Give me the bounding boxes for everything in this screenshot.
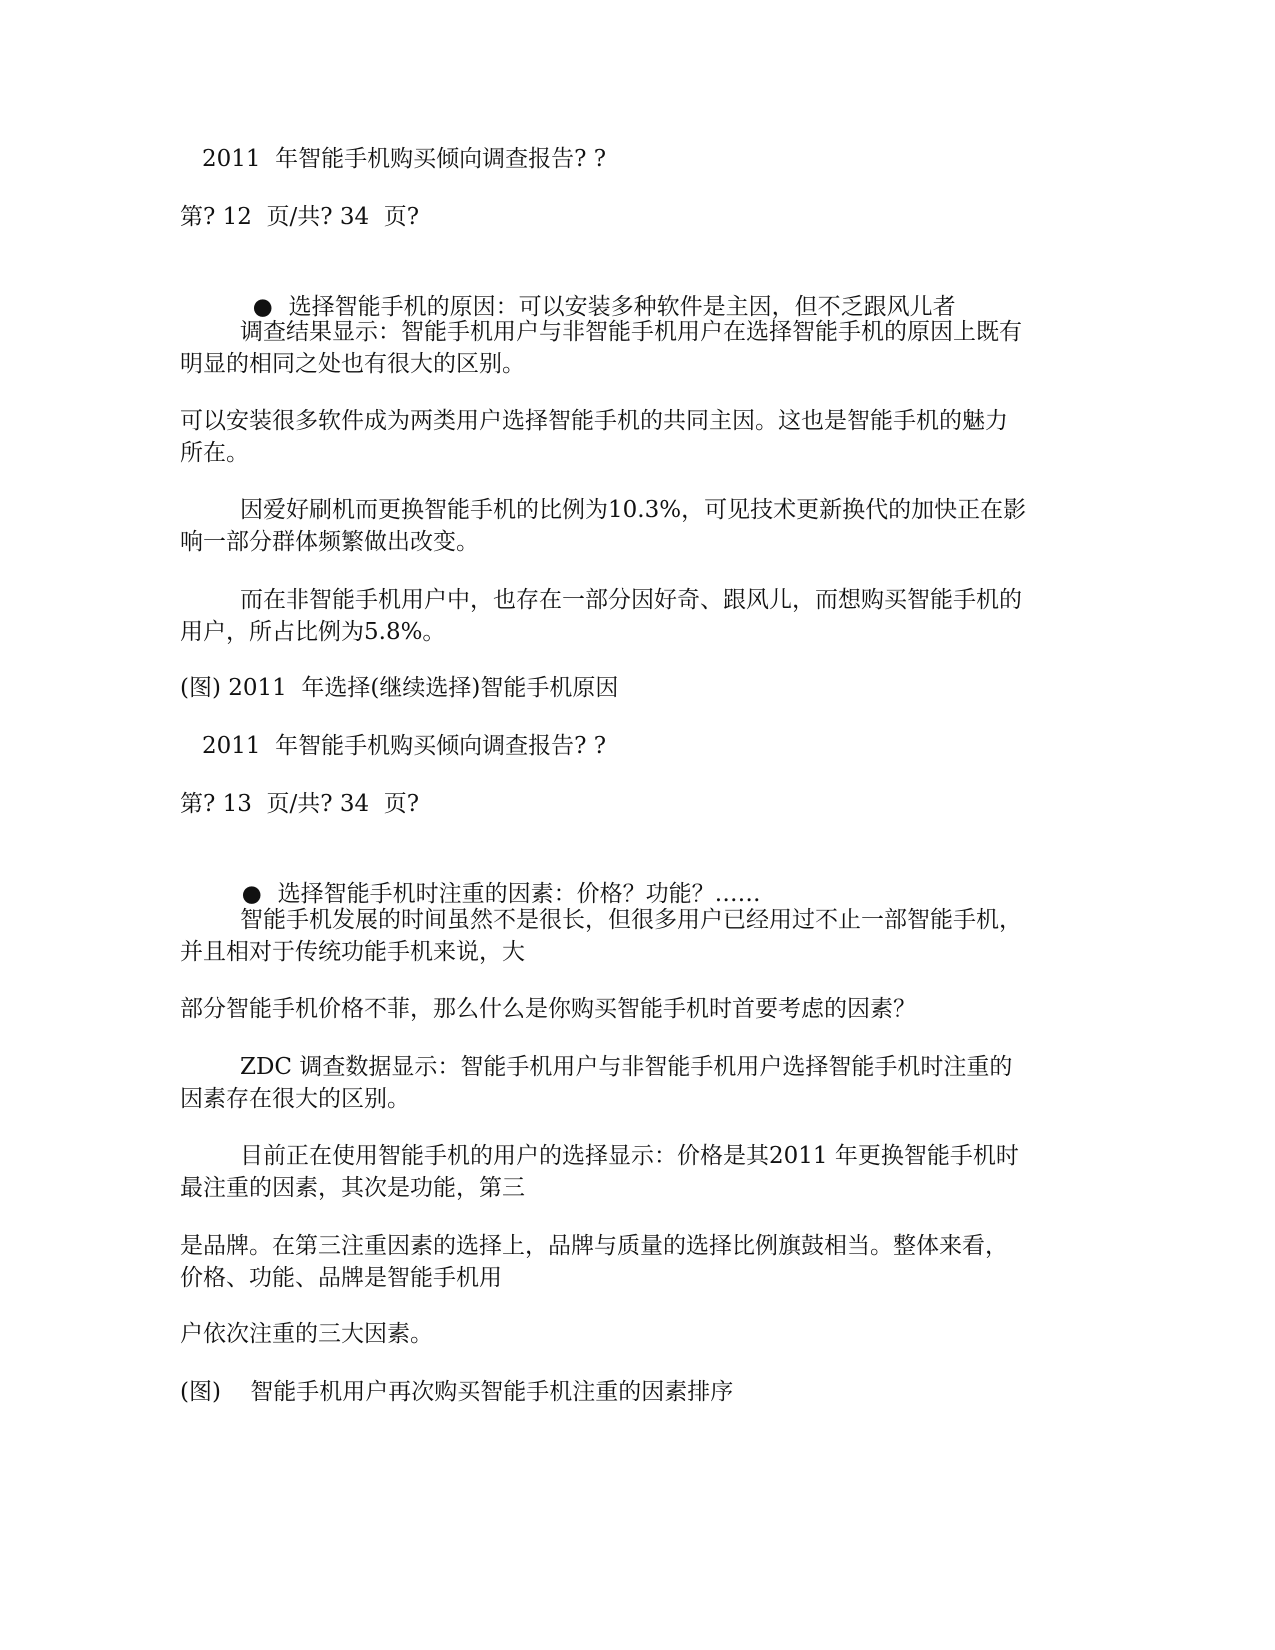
figure-caption: (图) 智能手机用户再次购买智能手机注重的因素排序 [180,1379,734,1405]
bullet-text: 选择智能手机的原因：可以安装多种软件是主因，但不乏跟风儿者 [288,294,956,320]
bullet-icon: ● [241,881,262,907]
paragraph [180,584,1060,648]
paragraph [180,405,1060,469]
paragraph-line: 目前正在使用智能手机的用户的选择显示：价格是其2011 年更换智能手机时 [240,1143,1019,1169]
report-title: 2011 年智能手机购买倾向调查报告? ? [202,733,607,759]
report-title: 2011 年智能手机购买倾向调查报告? ? [202,146,607,172]
paragraph-line: 智能手机发展的时间虽然不是很长，但很多用户已经用过不止一部智能手机， [240,907,1022,933]
paragraph-line: 价格、功能、品牌是智能手机用 [180,1265,502,1291]
paragraph [180,1230,1060,1294]
paragraph-line: ZDC 调查数据显示：智能手机用户与非智能手机用户选择智能手机时注重的 [240,1054,1013,1080]
paragraph-line: 户依次注重的三大因素。 [180,1321,433,1347]
paragraph-line: 并且相对于传统功能手机来说，大 [180,939,525,965]
paragraph-line: 因爱好刷机而更换智能手机的比例为10.3%，可见技术更新换代的加快正在影 [240,497,1027,523]
page-number: 第? 13 页/共? 34 页? [180,791,420,817]
bullet-icon: ● [252,294,273,320]
bullet-item [238,259,956,323]
paragraph-line: 用户，所占比例为5.8%。 [180,619,446,645]
bullet-text: 选择智能手机时注重的因素：价格？功能？…… [277,881,761,907]
paragraph [180,1051,1060,1115]
paragraph [180,494,1060,558]
paragraph-line: 是品牌。在第三注重因素的选择上，品牌与质量的选择比例旗鼓相当。整体来看， [180,1233,1008,1259]
paragraph [180,1140,1060,1204]
bullet-item [227,846,761,910]
paragraph-line: 明显的相同之处也有很大的区别。 [180,351,525,377]
paragraph-line: 可以安装很多软件成为两类用户选择智能手机的共同主因。这也是智能手机的魅力 [180,408,1008,434]
paragraph-line: 最注重的因素，其次是功能，第三 [180,1175,525,1201]
paragraph [180,904,1060,968]
paragraph-line: 所在。 [180,440,249,466]
paragraph-line: 调查结果显示：智能手机用户与非智能手机用户在选择智能手机的原因上既有 [240,319,1022,345]
paragraph [180,316,1060,380]
paragraph-line: 因素存在很大的区别。 [180,1086,410,1112]
paragraph-line: 响一部分群体频繁做出改变。 [180,529,479,555]
page-number: 第? 12 页/共? 34 页? [180,204,420,230]
paragraph-line: 部分智能手机价格不菲，那么什么是你购买智能手机时首要考虑的因素？ [180,996,916,1022]
figure-caption: (图) 2011 年选择(继续选择)智能手机原因 [180,675,619,701]
paragraph-line: 而在非智能手机用户中，也存在一部分因好奇、跟风儿，而想购买智能手机的 [240,587,1022,613]
